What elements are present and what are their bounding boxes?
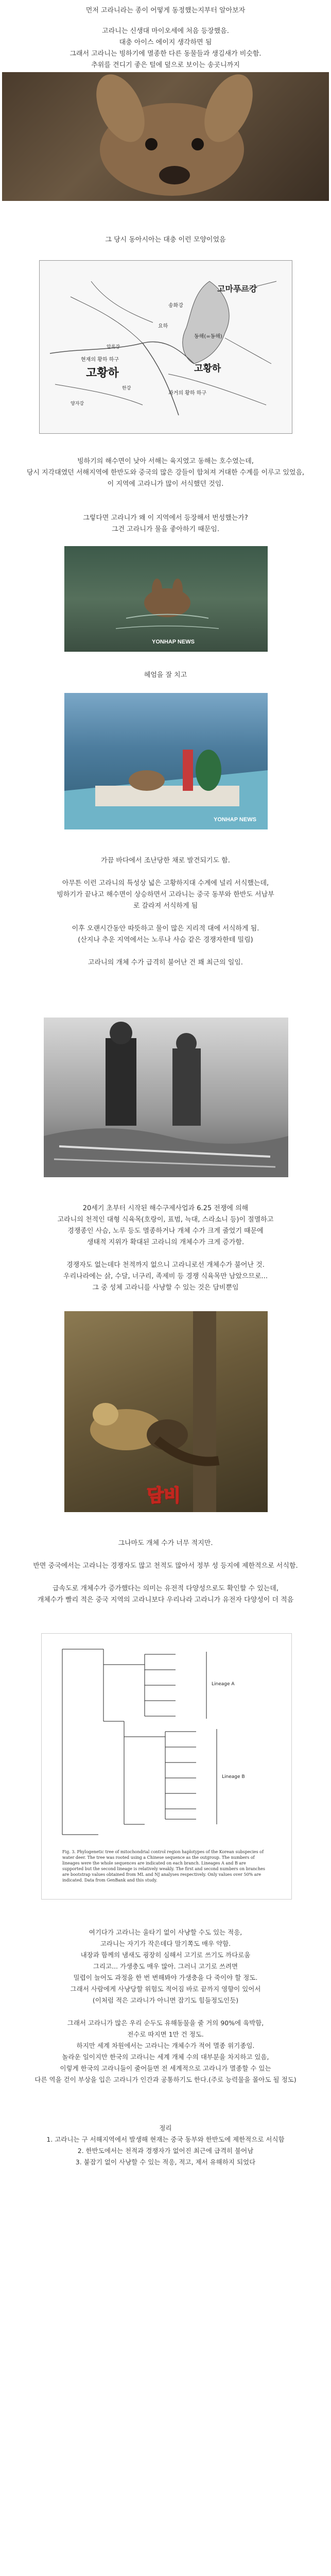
habitat-line: 가끔 바다에서 조난당한 채로 발견되기도 함. [101, 857, 230, 865]
glacial-line: 빙하기의 해수면이 낮아 서해는 육지였고 동해는 호수였는데, [77, 457, 254, 465]
swim-watermark: YONHAP NEWS [152, 639, 195, 645]
conclusion-line: (이처럼 적은 고라니가 아니면 잡기도 힘들정도인듯) [92, 1996, 239, 2004]
intro-section [0, 5, 331, 71]
habitat-line: 빙하기가 끝나고 해수면이 상승하면서 고라니는 중국 동부와 한반도 서남부 [57, 891, 274, 899]
history-line: 고라니의 천적인 대형 식육목(호랑이, 표범, 늑대, 스라소니 등)이 절멸하고 [57, 1216, 274, 1224]
map-drawing [40, 261, 292, 433]
genetics-line [0, 1549, 331, 1561]
summary-heading: 정리 [159, 2124, 172, 2132]
boat-rescue-drawing [64, 693, 268, 829]
ancient-map [39, 260, 292, 434]
habitat-line: (산지나 추운 지역에서는 노루나 사슴 같은 경쟁자한테 밀림) [78, 936, 253, 944]
warming-section [0, 513, 331, 535]
history-line: 그 중 성체 고라니를 사냥할 수 있는 것은 담비뿐임 [92, 1284, 239, 1292]
map-label-songhua: 송화강 [168, 303, 183, 309]
warming-line: 그건 고라니가 물을 좋아하기 때문임. [111, 526, 220, 533]
summary-line: 2. 한반도에서는 천적과 경쟁자가 없어진 최근에 급격히 불어남 [77, 2147, 254, 2155]
habitat-line [0, 867, 331, 878]
map-label-gomapre: 고마푸르강 [217, 284, 257, 294]
glacial-line: 이 지역에 고라니가 많이 서식했던 것임. [107, 480, 224, 488]
habitat-line: 고라니의 개체 수가 급격히 불어난 건 꽤 최근의 일임. [88, 959, 243, 967]
map-label-old-mouth: 과거의 황하 하구 [168, 391, 206, 396]
historical-hunting-drawing [44, 1018, 288, 1177]
conclusion-line: 그리고... 가생충도 매우 많아. 그러니 고기로 쓰려면 [93, 1962, 238, 1970]
conclusion-line: 그래서 고라니가 많은 우리 순두도 유해동물을 줄 거의 90%에 육박함, [67, 2019, 264, 2027]
history-line [0, 1248, 331, 1260]
intro-line: 그래서 고라니는 빙하기에 멸종한 다른 동물들과 생김새가 비슷함. [69, 50, 262, 58]
conclusion-line: 밀렵이 늘어도 과정을 한 번 변해봐야 가생충을 다 죽이야 할 정도. [73, 1974, 258, 1981]
swimming-deer-drawing [64, 546, 268, 652]
genetics-line [0, 1572, 331, 1583]
map-label-small1: 압록강 [107, 345, 120, 350]
conclusion-line: 고라니는 자기가 작은데다 말기쪽도 매우 약함. [100, 1940, 231, 1947]
genetics-line: 개체수가 빨리 적은 중국 지역의 고라니보다 우리나라 고라니가 유전자 다양성이 더 적음 [37, 1596, 294, 1604]
intro-line: 대충 아이스 에이지 생각하면 됨 [119, 39, 212, 46]
lineage-b-label: Lineage B [222, 1774, 245, 1780]
marten-photo [64, 1311, 268, 1512]
intro-line: 고라니는 신생대 마이오세에 처음 등장했음. [102, 27, 229, 35]
phylogenetic-tree-figure [41, 1633, 292, 1900]
habitat-line: 아무튼 이런 고라니의 특성상 넓은 고황하지대 수계에 널리 서식했는데, [62, 879, 269, 887]
history-section [0, 1203, 331, 1294]
summary-section [0, 2123, 331, 2168]
conclusion-line: 여기다가 고라니는 울타기 없이 사냥할 수도 있는 적응, [89, 1928, 242, 1936]
swim-section [0, 670, 331, 681]
conclusion-line: 하지만 세계 차원에서는 고라니는 개체수가 적어 멸종 위기종임. [76, 2042, 255, 2049]
habitat-section [0, 855, 331, 969]
habitat-line [0, 912, 331, 923]
conclusion-line: 다른 역을 걷이 부상을 입은 고라니가 인간과 공통하기도 한다.(주로 능력물을 몰아도 될 정도) [34, 2076, 297, 2083]
swimming-deer-photo [64, 546, 268, 652]
habitat-line: 이후 오랜시간동안 따뜻하고 물이 많은 지리적 대에 서식하게 됨. [72, 925, 259, 933]
map-label-small3: 양자강 [71, 401, 84, 406]
intro-title: 먼저 고라니라는 종이 어떻게 동정했는지부터 알아보자 [85, 7, 246, 14]
habitat-line [0, 946, 331, 957]
history-line: 생태적 지위가 확대된 고라니의 개체수가 크게 증가함. [86, 1239, 245, 1246]
east-asia-section [0, 234, 331, 246]
genetics-line: 그나마도 개체 수가 너무 적지만. [118, 1539, 213, 1547]
map-label-yellow-right: 고황하 [194, 363, 221, 374]
warming-line: 그렇다면 고라니가 왜 이 지역에서 등장해서 번성했는가? [83, 514, 248, 522]
phylogenetic-tree [42, 1634, 291, 1845]
history-line: 우리나라에는 삵, 수달, 너구리, 족제비 등 경쟁 식육목만 남았으므로... [63, 1273, 268, 1280]
boat-watermark: YONHAP NEWS [214, 817, 256, 823]
dambi-label: 담비 [147, 1486, 181, 1505]
history-line: 경쟁종인 사슴, 노루 등도 멸종하거나 개체 수가 크게 줄었기 때문에 [67, 1227, 264, 1235]
map-label-mouth: 현재의 황하 하구 [81, 357, 119, 363]
glacial-section [0, 456, 331, 490]
east-asia-caption: 그 당시 동아시아는 대충 이런 모양이었음 [105, 236, 226, 244]
history-line: 경쟁자도 없는데다 천적까지 없으니 고라니로선 개체수가 불어난 것. [66, 1261, 265, 1269]
conclusion-section [0, 1927, 331, 2086]
map-label-yellow: 고황하 [86, 367, 119, 380]
intro-line: 추위를 견디기 좋은 털에 덮으로 보이는 송곳니까지 [91, 61, 240, 69]
conclusion-line: 그래서 사람에게 사냥당할 위험도 적어짐 바로 끝까지 영향이 있어서 [70, 1985, 261, 1993]
map-label-sea: 동해(=동해) [194, 334, 222, 340]
map-label-liao: 요하 [158, 324, 168, 329]
genetics-line: 반면 중국에서는 고라니는 경쟁자도 많고 천적도 많아서 정부 성 등지에 제한적으로 서식함. [33, 1562, 298, 1570]
swim-caption: 헤엄을 잘 치고 [144, 671, 187, 679]
genetics-line: 급속도로 개체수가 증가했다는 의미는 유전적 다양성으로도 확인할 수 있는데, [52, 1585, 279, 1592]
glacial-line: 당시 지각대였던 서해지역에 한반도와 중국의 많은 강들이 합쳐져 거대한 수계를 이루고 있었음, [26, 469, 305, 477]
conclusion-line: 놀라운 일이지만 한국의 고라니는 세계 개체 수의 대부분을 차지하고 있음, [62, 2053, 269, 2061]
conclusion-line: 전수로 따지면 1만 건 정도. [127, 2030, 204, 2038]
summary-line: 3. 붙잡기 없이 사냥할 수 있는 적응, 적고, 제서 유해하지 되었다 [75, 2158, 256, 2166]
history-line: 20세기 초부터 시작된 해수구제사업과 6.25 전쟁에 의해 [82, 1205, 249, 1212]
conclusion-line: 내장과 함께의 냄새도 굉장히 심해서 고기로 쓰기도 까다로움 [80, 1951, 251, 1959]
map-label-small2: 한강 [122, 386, 131, 391]
historical-hunting-photo [44, 1018, 288, 1177]
genetics-section [0, 1538, 331, 1606]
deer-head-illustration [2, 72, 329, 201]
summary-line: 1. 고라니는 구 서해지역에서 발생해 현재는 중국 동부와 한반도에 제한적으로 서식함 [46, 2136, 285, 2143]
conclusion-line: 이렇게 한국의 고라니들이 줄어들면 전 세계적으로 고라니가 멸종할 수 있는 [60, 2064, 271, 2072]
lineage-a-label: Lineage A [212, 1682, 235, 1687]
boat-rescue-photo [64, 693, 268, 829]
habitat-line: 로 갈라져 서식하게 됨 [133, 902, 198, 910]
water-deer-photo [2, 72, 329, 201]
figure-caption: Fig. 3. Phylogenetic tree of mitochondrial control region haplotypes of the Korean subspecies of water deer. The tree was rooted using a Chinese sequence as the outgroup. The numbers of lineages were the whole sequences are indicated on each branch. Lineages A and B are supported but the second lineage is relatively weakly. The first and second numbers on branches are bootstrap values obtained from ML and NJ analyses respectively. Only values over 50% are indicated. Data from GenBank and this study. [62, 1850, 265, 1883]
conclusion-line [0, 2006, 331, 2018]
